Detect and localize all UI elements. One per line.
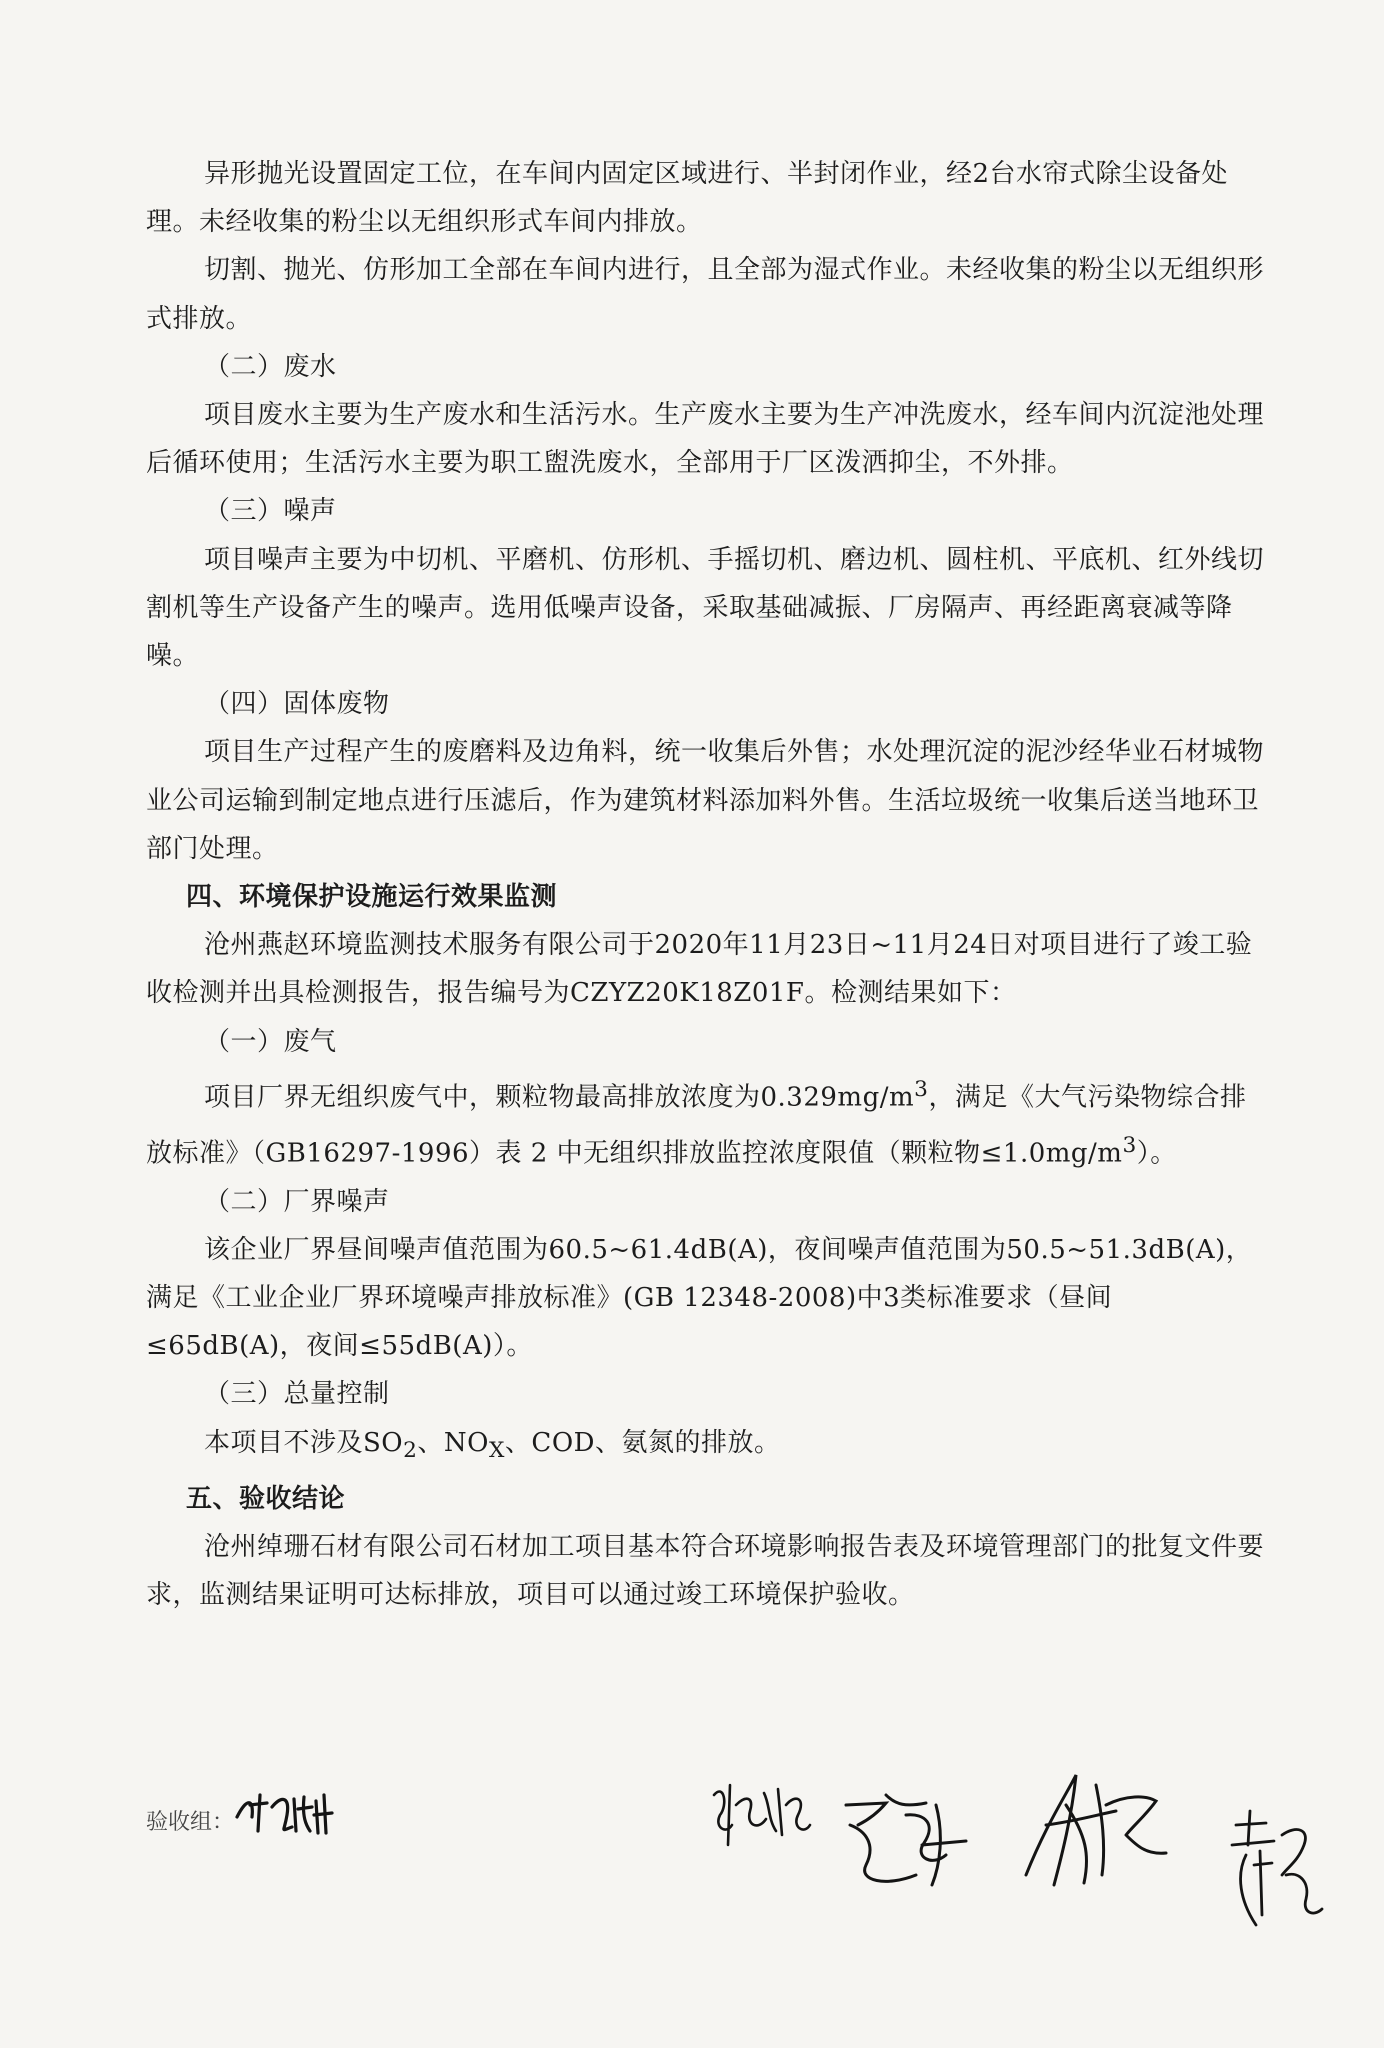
paragraph-solid-waste: 项目生产过程产生的废磨料及边角料，统一收集后外售；水处理沉淀的泥沙经华业石材城物业公司运输到制定地点进行压滤后，作为建筑材料添加料外售。生活垃圾统一收集后送当地环卫部门处理。 (146, 737, 1265, 864)
text-segment: ）。 (1136, 1138, 1177, 1169)
section-heading-monitoring: 四、环境保护设施运行效果监测 (186, 882, 558, 913)
signature-1 (232, 1787, 342, 1837)
paragraph-monitoring: 沧州燕赵环境监测技术服务有限公司于2020年11月23日~11月24日对项目进行了竣工验收检测并出具检测报告，报告编号为CZYZ20K18Z01F。检测结果如下： (146, 930, 1253, 1009)
paragraph-dust-polishing: 异形抛光设置固定工位，在车间内固定区域进行、半封闭作业，经2台水帘式除尘设备处理。未经收集的粉尘以无组织形式车间内排放。 (146, 159, 1229, 238)
paragraph-waste-gas (146, 1066, 1266, 1178)
paragraph-noise: 项目噪声主要为中切机、平磨机、仿形机、手摇切机、磨边机、圆柱机、平底机、红外线切割机等生产设备产生的噪声。选用低噪声设备，采取基础减振、厂房隔声、再经距离衰减等降噪。 (146, 544, 1265, 672)
subheading-boundary-noise: （二）厂界噪声 (204, 1186, 390, 1217)
subscript: X (489, 1437, 505, 1463)
paragraph-wastewater: 项目废水主要为生产废水和生活污水。生产废水主要为生产冲洗废水，经车间内沉淀池处理后循环使用；生活污水主要为职工盥洗废水，全部用于厂区泼洒抑尘，不外排。 (146, 400, 1265, 479)
superscript: 3 (1122, 1132, 1137, 1158)
paragraph-total-control (146, 1419, 1266, 1475)
text-segment: ，满足《大气污染物综合排放标准》（GB16297-1996）表 2 中无组织排放监控浓度限值（颗粒物≤1.0mg/m (146, 1082, 1247, 1169)
text-segment: 项目厂界无组织废气中，颗粒物最高排放浓度为0.329mg/m (204, 1082, 915, 1113)
subheading-total-control: （三）总量控制 (204, 1379, 390, 1410)
paragraph-dust-cutting: 切割、抛光、仿形加工全部在车间内进行，且全部为湿式作业。未经收集的粉尘以无组织形式排放。 (146, 255, 1265, 334)
subheading-noise: （三）噪声 (204, 496, 337, 527)
superscript: 3 (914, 1076, 929, 1102)
subheading-wastewater: （二）废水 (204, 351, 337, 382)
text-segment: 、COD、氨氮的排放。 (504, 1427, 781, 1458)
section-heading-conclusion: 五、验收结论 (186, 1483, 346, 1514)
signature-3 (836, 1785, 986, 1895)
acceptance-group-label: 验收组： (146, 1810, 235, 1835)
subscript: 2 (403, 1437, 418, 1463)
text-segment: 本项目不涉及SO (204, 1427, 404, 1458)
paragraph-boundary-noise: 该企业厂界昼间噪声值范围为60.5~61.4dB(A)，夜间噪声值范围为50.5~51.3dB(A)，满足《工业企业厂界环境噪声排放标准》(GB 12348-2008)中3类标准要求（昼间≤65dB(A)，夜间≤55dB(A)）。 (146, 1234, 1253, 1362)
subheading-waste-gas: （一）废气 (204, 1026, 337, 1057)
signature-2 (706, 1775, 816, 1855)
subheading-solid-waste: （四）固体废物 (204, 689, 390, 720)
text-segment: 、NO (417, 1427, 489, 1458)
paragraph-conclusion: 沧州绰珊石材有限公司石材加工项目基本符合环境影响报告表及环境管理部门的批复文件要求，监测结果证明可达标排放，项目可以通过竣工环境保护验收。 (146, 1532, 1265, 1611)
signature-5 (1226, 1805, 1326, 1935)
document-body (146, 150, 1266, 1620)
signature-4 (1006, 1765, 1176, 1895)
signature-block (146, 1785, 1326, 1985)
